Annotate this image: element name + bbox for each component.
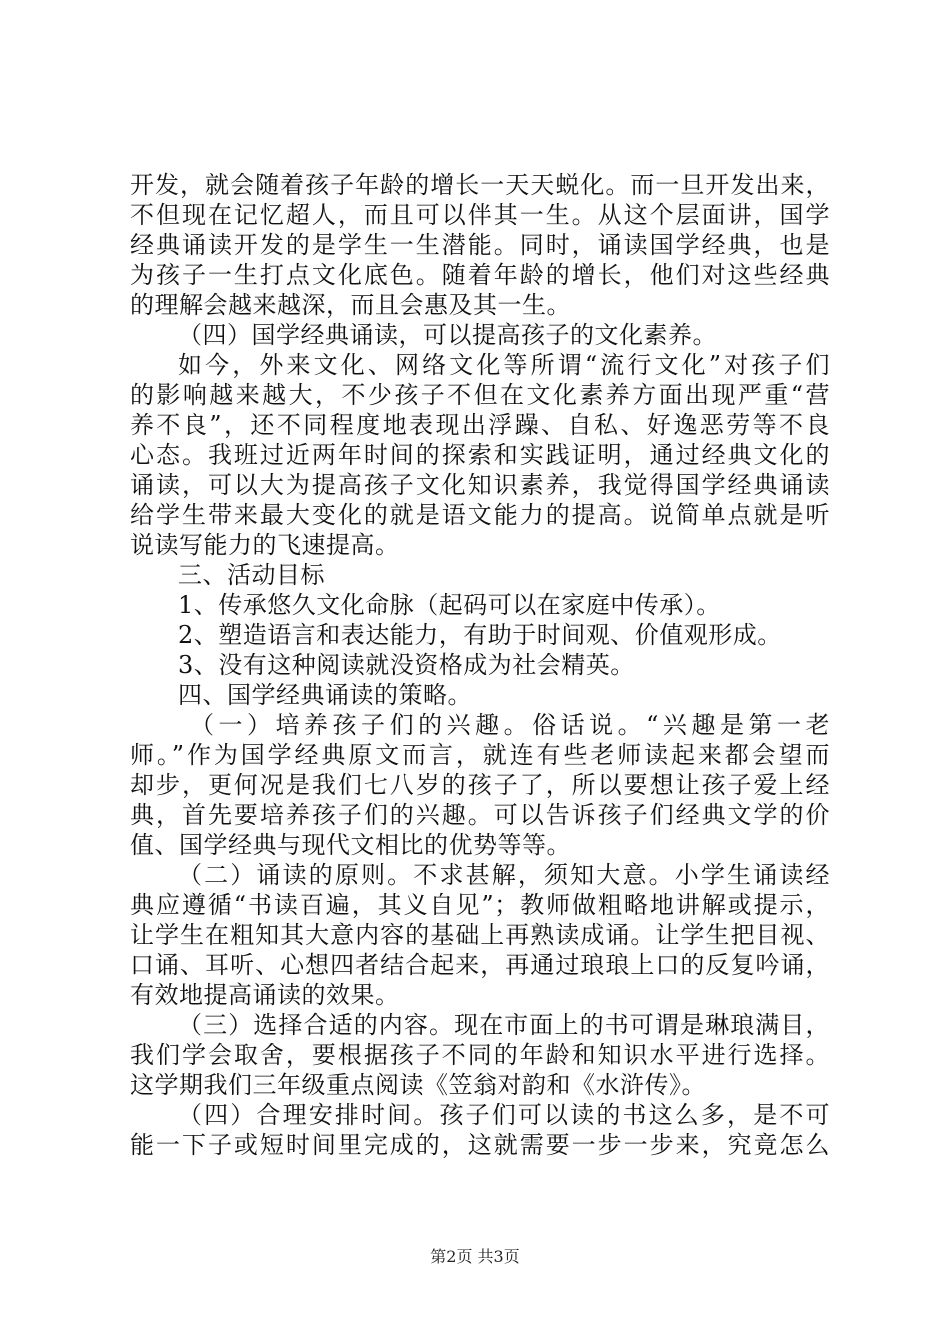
text-line: 说读写能力的飞速提高。 bbox=[130, 531, 400, 559]
text-line: 养不良”，还不同程度地表现出浮躁、自私、好逸恶劳等不良 bbox=[130, 411, 830, 439]
text-line: 为孩子一生打点文化底色。随着年龄的增长，他们对这些经典 bbox=[130, 261, 830, 289]
text-line: 有效地提高诵读的效果。 bbox=[130, 981, 400, 1009]
text-line: 这学期我们三年级重点阅读《笠翁对韵和《水浒传》。 bbox=[130, 1071, 706, 1099]
text-line: （四）合理安排时间。孩子们可以读的书这么多，是不可 bbox=[178, 1101, 830, 1129]
text-line: 我们学会取舍，要根据孩子不同的年龄和知识水平进行选择。 bbox=[130, 1041, 830, 1069]
text-line: 给学生带来最大变化的就是语文能力的提高。说简单点就是听 bbox=[130, 501, 830, 529]
text-line: 让学生在粗知其大意内容的基础上再熟读成诵。让学生把目视、 bbox=[130, 921, 830, 949]
section-heading: 四、国学经典诵读的策略。 bbox=[178, 681, 472, 709]
document-body bbox=[130, 170, 830, 1160]
page-number: 第2页 共3页 bbox=[430, 1247, 520, 1266]
text-line: 师。”作为国学经典原文而言，就连有些老师读起来都会望而 bbox=[130, 741, 830, 769]
list-item: 3、没有这种阅读就没资格成为社会精英。 bbox=[178, 651, 635, 679]
text-line: 心态。我班过近两年时间的探索和实践证明，通过经典文化的 bbox=[130, 441, 830, 469]
text-line: 的理解会越来越深，而且会惠及其一生。 bbox=[130, 291, 571, 319]
section-heading: （四）国学经典诵读，可以提高孩子的文化素养。 bbox=[178, 321, 717, 349]
text-line: 典，首先要培养孩子们的兴趣。可以告诉孩子们经典文学的价 bbox=[130, 801, 830, 829]
text-line: 典应遵循“书读百遍，其义自见”；教师做粗略地讲解或提示， bbox=[130, 891, 830, 919]
text-line: 不但现在记忆超人，而且可以伴其一生。从这个层面讲，国学 bbox=[130, 201, 830, 229]
text-line: 如今，外来文化、网络文化等所谓“流行文化”对孩子们 bbox=[178, 351, 830, 379]
text-line: （二）诵读的原则。不求甚解，须知大意。小学生诵读经 bbox=[178, 861, 830, 889]
text-line: 经典诵读开发的是学生一生潜能。同时，诵读国学经典，也是 bbox=[130, 231, 830, 259]
text-line: 值、国学经典与现代文相比的优势等等。 bbox=[130, 831, 571, 859]
text-line: 能一下子或短时间里完成的，这就需要一步一步来，究竟怎么 bbox=[130, 1131, 830, 1159]
text-line: （三）选择合适的内容。现在市面上的书可谓是琳琅满目， bbox=[178, 1011, 830, 1039]
page-footer bbox=[0, 1247, 950, 1267]
text-line: 开发，就会随着孩子年龄的增长一天天蜕化。而一旦开发出来， bbox=[130, 171, 830, 199]
list-item: 2、塑造语言和表达能力，有助于时间观、价值观形成。 bbox=[178, 621, 782, 649]
text-line: （一）培养孩子们的兴趣。俗话说。“兴趣是第一老 bbox=[190, 711, 830, 739]
text-line: 诵读，可以大为提高孩子文化知识素养，我觉得国学经典诵读 bbox=[130, 471, 830, 499]
list-item: 1、传承悠久文化命脉（起码可以在家庭中传承）。 bbox=[178, 591, 721, 619]
text-line: 却步，更何况是我们七八岁的孩子了，所以要想让孩子爱上经 bbox=[130, 771, 830, 799]
section-heading: 三、活动目标 bbox=[178, 561, 325, 589]
text-line: 口诵、耳听、心想四者结合起来，再通过琅琅上口的反复吟诵， bbox=[130, 951, 830, 979]
text-line: 的影响越来越大，不少孩子不但在文化素养方面出现严重“营 bbox=[130, 381, 830, 409]
